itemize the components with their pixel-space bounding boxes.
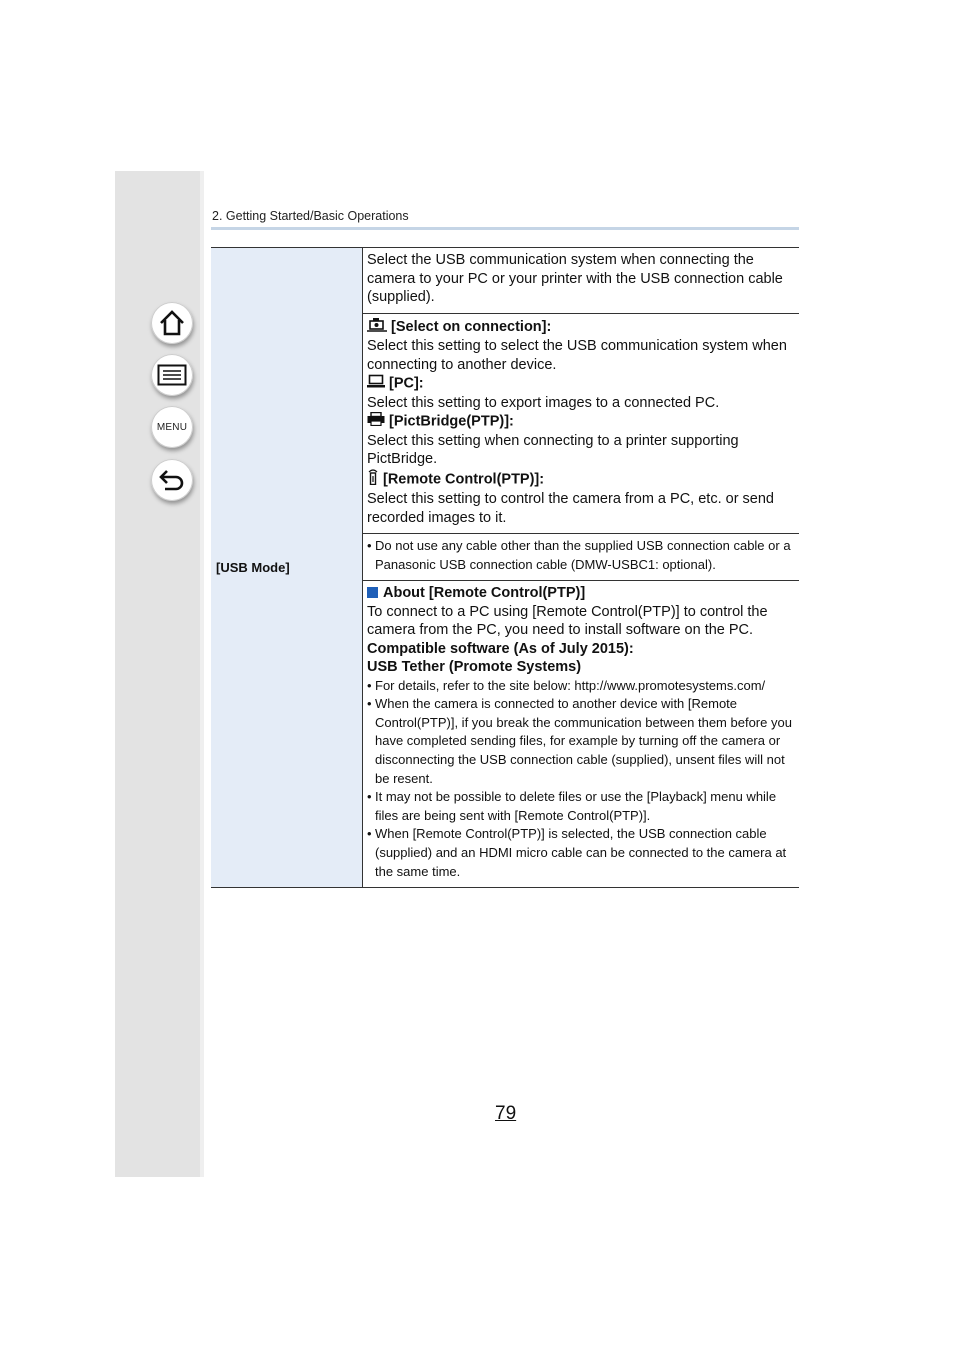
- home-button[interactable]: [151, 302, 193, 344]
- options-cell: [363, 314, 799, 535]
- select-on-connection-icon: [367, 317, 387, 338]
- pc-icon: [367, 374, 385, 394]
- about-cell: [363, 581, 799, 887]
- option-pc: [367, 374, 793, 412]
- option-desc: Select this setting to export images to a connected PC.: [367, 394, 720, 411]
- note-text: Do not use any cable other than the supplied USB connection cable or a Panasonic USB connection cable (DMW-USBC1: optional).: [375, 538, 791, 572]
- about-bullet: • It may not be possible to delete files or use the [Playback] menu while files are being sent with [Remote Control(PTP)].: [367, 789, 777, 823]
- menu-button[interactable]: [151, 406, 193, 448]
- note-bullet: • Do not use any cable other than the supplied USB connection cable or a Panasonic USB connection cable (DMW-USBC1: optional).: [367, 537, 793, 574]
- intro-cell: [363, 248, 799, 314]
- about-title-row: [367, 584, 793, 603]
- list-icon: [157, 364, 187, 386]
- menu-icon: MENU: [156, 421, 188, 433]
- settings-table: [211, 247, 799, 888]
- option-label: [Select on connection]:: [391, 318, 552, 335]
- remote-control-icon: [367, 469, 379, 491]
- sidebar-edge: [200, 171, 204, 1177]
- about-intro: To connect to a PC using [Remote Control(PTP)] to control the camera from the PC, you need to install software on the PC.: [367, 603, 768, 639]
- breadcrumb: 2. Getting Started/Basic Operations: [212, 209, 409, 223]
- option-desc: Select this setting to control the camera from a PC, etc. or send recorded images to it.: [367, 491, 774, 526]
- page-number: 79: [495, 1103, 517, 1124]
- back-button[interactable]: [151, 459, 193, 501]
- option-remote-control: [367, 469, 793, 528]
- about-bullet: • When [Remote Control(PTP)] is selected, the USB connection cable (supplied) and an HDMI micro cable can be connected to the camera at the same time.: [367, 826, 787, 879]
- square-bullet-icon: [367, 587, 378, 598]
- row-label: [USB Mode]: [216, 560, 290, 576]
- row-label-cell: [211, 248, 363, 887]
- option-label: [PC]:: [389, 375, 424, 392]
- description-column: [363, 248, 799, 887]
- option-label: [PictBridge(PTP)]:: [389, 413, 514, 430]
- compat-label: Compatible software (As of July 2015):: [367, 640, 634, 657]
- about-bullet: • For details, refer to the site below: http://www.promotesystems.com/: [367, 677, 766, 693]
- contents-button[interactable]: [151, 354, 193, 396]
- home-icon: [158, 309, 186, 337]
- option-label: [Remote Control(PTP)]:: [383, 471, 545, 488]
- intro-text: Select the USB communication system when connecting the camera to your PC or your printer with the USB connection cable (supplied).: [367, 252, 783, 305]
- about-title: About [Remote Control(PTP)]: [383, 585, 586, 602]
- back-icon: [158, 467, 186, 493]
- option-desc: Select this setting to select the USB communication system when connecting to another device.: [367, 338, 787, 373]
- option-select-on-connection: [367, 317, 793, 375]
- printer-icon: [367, 412, 385, 432]
- option-pictbridge: [367, 412, 793, 469]
- note-cell: [363, 534, 799, 581]
- option-desc: Select this setting when connecting to a printer supporting PictBridge.: [367, 432, 739, 467]
- software-name: USB Tether (Promote Systems): [367, 659, 582, 676]
- about-bullet: • When the camera is connected to another device with [Remote Control(PTP)], if you break the communication between them before you have completed sending files, for example by turning off the camera or disconnecting the USB connection cable (supplied), unsent files will not be resent.: [367, 696, 792, 786]
- header-rule: [211, 227, 799, 230]
